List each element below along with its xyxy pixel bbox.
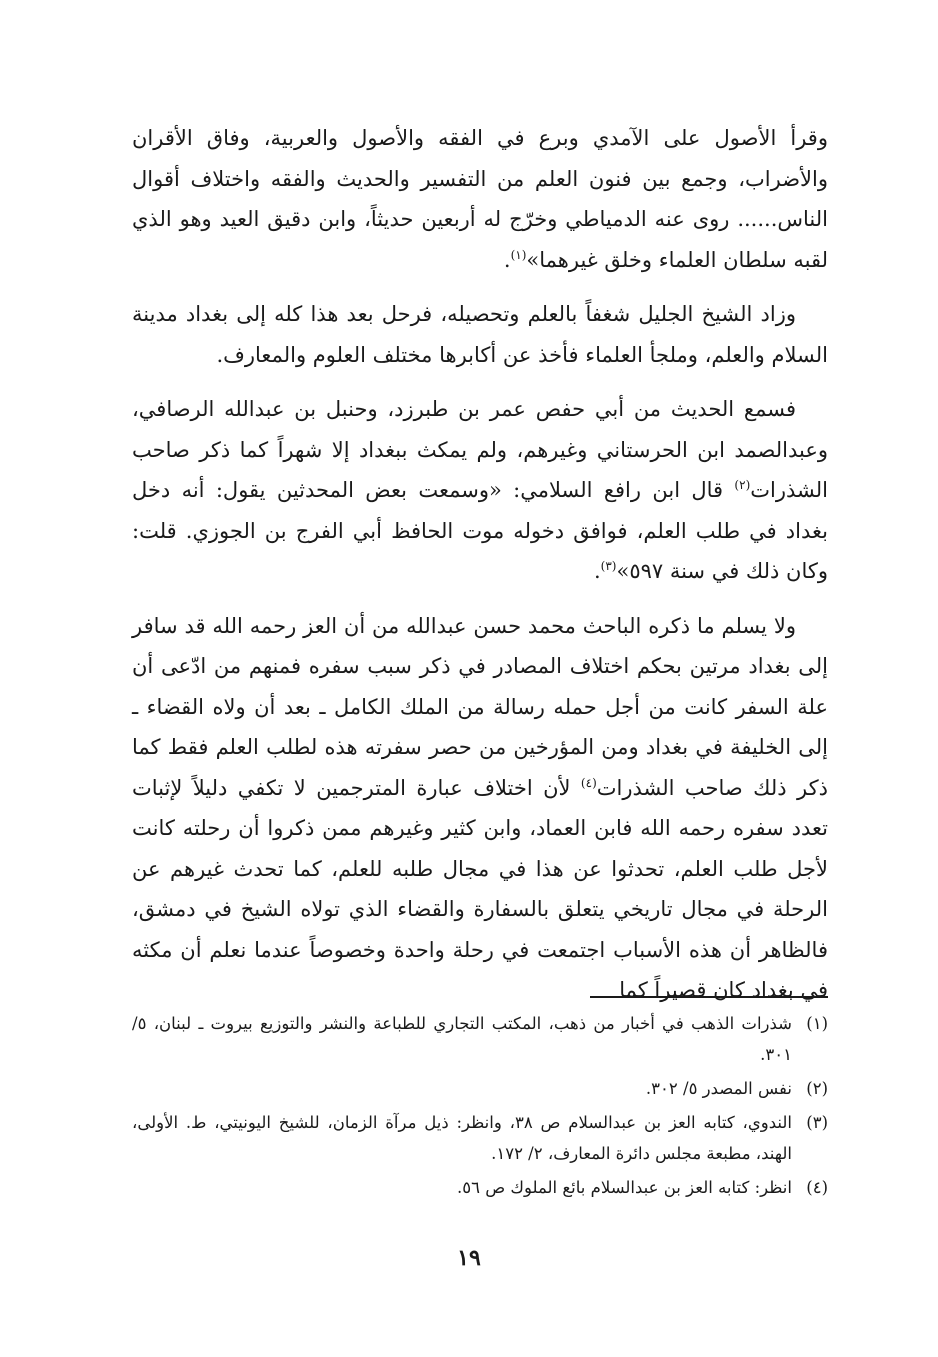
paragraph-4 <box>132 606 828 1011</box>
paragraph-4-part1: ولا يسلم ما ذكره الباحث محمد حسن عبدالله من أن العز رحمه الله قد سافر إلى بغداد مرتين بحكم اختلاف المصادر في ذكر سبب سفره فمنهم من ادّعى أن علة السفر كانت من أجل حمله رسالة من الملك الكامل ـ بعد أن ولاه القضاء ـ إلى الخليفة في بغداد ومن المؤرخين من حصر سفرته هذه لطلب العلم فقط كما ذكر ذلك صاحب الشذرات <box>132 613 828 800</box>
page-number: ١٩ <box>457 1245 481 1271</box>
footnote-text: شذرات الذهب في أخبار من ذهب، المكتب التجاري للطباعة والنشر والتوزيع بيروت ـ لبنان، ٥/ ٣٠١. <box>132 1014 792 1064</box>
paragraph-1-text: وقرأ الأصول على الآمدي وبرع في الفقه والأصول والعربية، وفاق الأقران والأضراب، وجمع بين فنون العلم من التفسير والحديث والفقه واختلاف أقوال الناس...... روى عنه الدمياطي وخرّج له أربعين حديثاً، وابن دقيق العيد وهو الذي لقبه سلطان العلماء وخلق غيرهما» <box>132 126 828 272</box>
footnote-number: (٢) <box>806 1079 828 1098</box>
footnote-2 <box>132 1073 828 1104</box>
main-text <box>132 118 828 1025</box>
footnote-number: (١) <box>806 1014 828 1033</box>
paragraph-1 <box>132 118 828 280</box>
footnote-3 <box>132 1107 828 1169</box>
footnotes <box>132 1008 828 1206</box>
paragraph-3-part1: فسمع الحديث من أبي حفص عمر بن طبرزد، وحنبل بن عبدالله الرصافي، وعبدالصمد ابن الحرستاني وغيرهم، ولم يمكث ببغداد إلا شهراً كما ذكر صاحب الشذرات <box>132 397 828 502</box>
paragraph-1-end: . <box>503 247 511 272</box>
paragraph-4-part2: لأن اختلاف عبارة المترجمين لا تكفي دليلاً لإثبات تعدد سفره رحمه الله فابن العماد، وابن كثير وغيرهم ممن ذكروا أن رحلته كانت لأجل طلب العلم، تحدثوا عن هذا في مجال طلبه للعلم، كما تحدث غيرهم عن الرحلة في مجال تاريخي يتعلق بالسفارة والقضاء الذي تولاه الشيخ في دمشق، فالظاهر أن هذه الأسباب اجتمعت في رحلة واحدة وخصوصاً عندما نعلم أن مكثه في بغداد كان قصيراً كما <box>132 775 828 1002</box>
footnote-ref-4: (٤) <box>580 775 597 790</box>
footnote-text: انظر: كتابه العز بن عبدالسلام بائع الملوك ص ٥٦. <box>456 1178 792 1197</box>
footnote-number: (٣) <box>806 1113 828 1132</box>
paragraph-3-part2: قال ابن رافع السلامي: «وسمعت بعض المحدثين يقول: أنه دخل بغداد في طلب العلم، فوافق دخوله موت الحافظ أبي الفرج بن الجوزي. قلت: وكان ذلك في سنة ٥٩٧» <box>132 478 828 583</box>
paragraph-3 <box>132 389 828 592</box>
footnote-1 <box>132 1008 828 1070</box>
footnote-separator <box>590 996 828 998</box>
footnote-ref-1: (١) <box>510 247 527 262</box>
footnote-number: (٤) <box>806 1178 828 1197</box>
footnote-ref-3: (٣) <box>600 559 617 573</box>
paragraph-2 <box>132 294 828 375</box>
paragraph-2-text: وزاد الشيخ الجليل شغفاً بالعلم وتحصيله، فرحل بعد هذا كله إلى بغداد مدينة السلام والعلم، وملجأ العلماء فأخذ عن أكابرها مختلف العلوم والمعارف. <box>132 302 828 367</box>
footnote-4 <box>132 1172 828 1203</box>
footnote-ref-2: (٢) <box>734 478 751 492</box>
paragraph-3-end: . <box>593 559 601 583</box>
footnote-text: نفس المصدر ٥/ ٣٠٢. <box>645 1079 792 1098</box>
footnote-text: الندوي، كتابه العز بن عبدالسلام ص ٣٨، وانظر: ذيل مرآة الزمان، للشيخ اليونيتي، ط. الأولى، الهند، مطبعة مجلس دائرة المعارف، ٢/ ١٧٢. <box>132 1113 792 1163</box>
